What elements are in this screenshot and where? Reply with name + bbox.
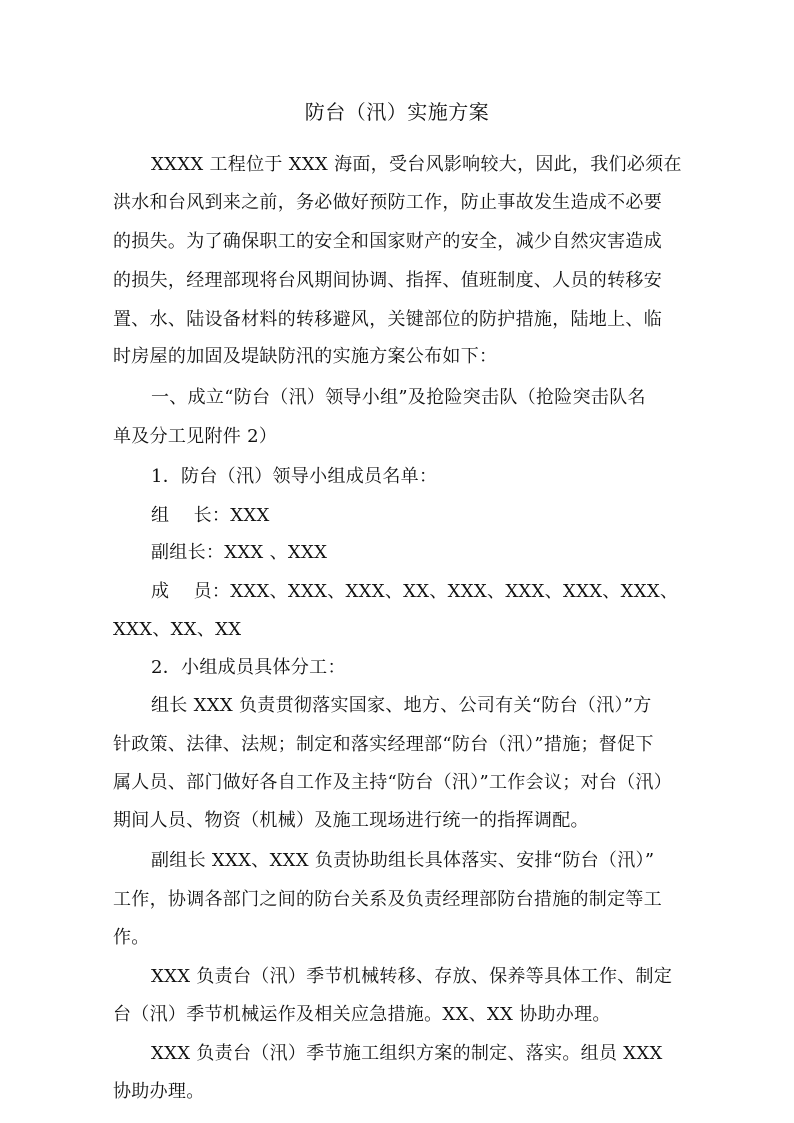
paragraph-line: 洪水和台风到来之前，务必做好预防工作，防止事故发生造成不必要 xyxy=(113,192,662,213)
paragraph-line: 针政策、法律、法规；制定和落实经理部“防台（汛）”措施；督促下 xyxy=(113,734,654,755)
paragraph-line: 属人员、部门做好各自工作及主持“防台（汛）”工作会议；对台（汛） xyxy=(113,772,673,793)
subsection-heading: 1．防台（汛）领导小组成员名单： xyxy=(151,466,438,487)
paragraph-line: 工作，协调各部门之间的防台关系及负责经理部防台措施的制定等工 xyxy=(113,889,662,910)
leader-line: 组 长：XXX xyxy=(151,505,270,526)
subsection-heading: 2．小组成员具体分工： xyxy=(151,657,346,678)
paragraph-line: XXX 负责台（汛）季节机械转移、存放、保养等具体工作、制定 xyxy=(151,966,673,987)
document-title: 防台（汛）实施方案 xyxy=(304,100,490,124)
paragraph-line: 置、水、陆设备材料的转移避风，关键部位的防护措施，陆地上、临 xyxy=(113,309,662,330)
paragraph-line: 台（汛）季节机械运作及相关应急措施。XX、XX 协助办理。 xyxy=(113,1004,611,1025)
paragraph-line: 的损失，经理部现将台风期间协调、指挥、值班制度、人员的转移安 xyxy=(113,270,662,291)
members-line: XXX、XX、XX xyxy=(113,619,242,640)
section-heading-line: 一、成立“防台（汛）领导小组”及抢险突击队（抢险突击队名 xyxy=(151,387,646,408)
paragraph-line: 作。 xyxy=(113,927,150,948)
paragraph-line: 副组长 XXX、XXX 负责协助组长具体落实、安排“防台（汛）” xyxy=(151,850,655,871)
paragraph-line: 协助办理。 xyxy=(113,1081,205,1102)
paragraph-line: 期间人员、物资（机械）及施工现场进行统一的指挥调配。 xyxy=(113,810,589,831)
paragraph-line: 的损失。为了确保职工的安全和国家财产的安全，减少自然灾害造成 xyxy=(113,231,662,252)
members-line: 成 员：XXX、XXX、XXX、XX、XXX、XXX、XXX、XXX、 xyxy=(151,581,679,602)
paragraph-line: 组长 XXX 负责贯彻落实国家、地方、公司有关“防台（汛）”方 xyxy=(151,695,652,716)
paragraph-line: 时房屋的加固及堤缺防汛的实施方案公布如下： xyxy=(113,346,498,367)
paragraph-line: XXX 负责台（汛）季节施工组织方案的制定、落实。组员 XXX xyxy=(151,1043,663,1064)
deputy-leader-line: 副组长：XXX 、XXX xyxy=(151,542,328,563)
section-heading-line: 单及分工见附件 2） xyxy=(113,426,278,447)
paragraph-line: XXXX 工程位于 XXX 海面，受台风影响较大，因此，我们必须在 xyxy=(151,154,682,175)
